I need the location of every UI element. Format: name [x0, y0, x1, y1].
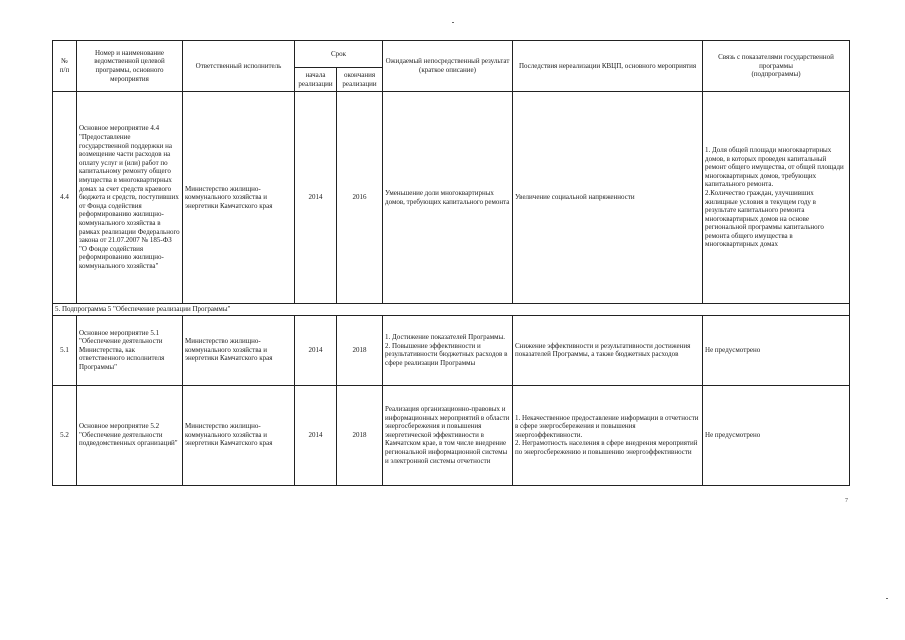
row-result: 1. Достижение показателей Программы. 2. Повышение эффективности и результативности бюджетных расходов в сфере реализации Программы — [383, 315, 513, 385]
row-executor: Министерство жилищно-коммунального хозяйства и энергетики Камчатского края — [183, 315, 295, 385]
section-title: 5. Подпрограмма 5 "Обеспечение реализации Программы" — [53, 304, 850, 316]
scan-speck — [452, 22, 454, 23]
row-end: 2016 — [337, 92, 383, 304]
scan-speck — [886, 598, 888, 599]
header-link: Связь с показателями государственной программы (подпрограммы) — [703, 41, 850, 92]
row-name: Основное мероприятие 5.1 "Обеспечение деятельности Министерства, как ответственного исполнителя Программы" — [77, 315, 183, 385]
row-executor: Министерство жилищно-коммунального хозяйства и энергетики Камчатского края — [183, 92, 295, 304]
section-row — [53, 304, 850, 316]
header-executor: Ответственный исполнитель — [183, 41, 295, 92]
header-end: окончания реализации — [337, 68, 383, 92]
row-end: 2018 — [337, 385, 383, 485]
row-consequences: 1. Некачественное предоставление информации в отчетности в сфере энергосбережения и повышения энергоэффективности. 2. Неграмотность населения в сфере внедрения мероприятий по энергосбережению и повышению энергоэффективности — [513, 385, 703, 485]
row-name: Основное мероприятие 4.4 "Предоставление государственной поддержки на возмещение части расходов на оплату услуг и (или) работ по капитальному ремонту общего имущества в многоквартирных домах за счет средств краевого бюджета и средств, поступивших от Фонда содействия реформированию жилищно-коммунального хозяйства в рамках реализации Федерального закона от 21.07.2007 № 185-ФЗ "О Фонде содействия реформированию жилищно-коммунального хозяйства" — [77, 92, 183, 304]
row-end: 2018 — [337, 315, 383, 385]
header-consequences: Последствия нереализации КВЦП, основного мероприятия — [513, 41, 703, 92]
corner-mark: 7 — [845, 498, 848, 504]
row-name: Основное мероприятие 5.2 "Обеспечение деятельности подведомственных организаций" — [77, 385, 183, 485]
row-start: 2014 — [295, 92, 337, 304]
header-start: начала реализации — [295, 68, 337, 92]
row-start: 2014 — [295, 315, 337, 385]
row-num: 5.1 — [53, 315, 77, 385]
row-link: 1. Доля общей площади многоквартирных домов, в которых проведен капитальный ремонт общего имущества, от общей площади многоквартирных домов, требующих капитального ремонта. 2.Количество граждан, улучшивших жилищные условия в текущем году в результате капитального ремонта многоквартирных домов на основе региональной программы капитального ремонта общего имущества в многоквартирных домах — [703, 92, 850, 304]
measures-table — [52, 40, 850, 486]
header-result: Ожидаемый непосредственный результат (краткое описание) — [383, 41, 513, 92]
row-consequences: Снижение эффективности и результативности достижения показателей Программы, а также бюджетных расходов — [513, 315, 703, 385]
row-link: Не предусмотрено — [703, 385, 850, 485]
row-num: 5.2 — [53, 385, 77, 485]
row-num: 4.4 — [53, 92, 77, 304]
row-consequences: Увеличение социальной напряженности — [513, 92, 703, 304]
row-start: 2014 — [295, 385, 337, 485]
header-num: № п/п — [53, 41, 77, 92]
row-result: Реализация организационно-правовых и информационных мероприятий в области энергосбережения и повышения энергетической эффективности в Камчатском крае, в том числе внедрение региональной информационной системы и электронной системы отчетности — [383, 385, 513, 485]
row-link: Не предусмотрено — [703, 315, 850, 385]
table-row — [53, 92, 850, 304]
table-row — [53, 385, 850, 485]
row-executor: Министерство жилищно-коммунального хозяйства и энергетики Камчатского края — [183, 385, 295, 485]
row-result: Уменьшение доли многоквартирных домов, требующих капитального ремонта — [383, 92, 513, 304]
header-event-name: Номер и наименование ведомственной целевой программы, основного мероприятия — [77, 41, 183, 92]
header-row — [53, 41, 850, 68]
header-term: Срок — [295, 41, 383, 68]
table-row — [53, 315, 850, 385]
